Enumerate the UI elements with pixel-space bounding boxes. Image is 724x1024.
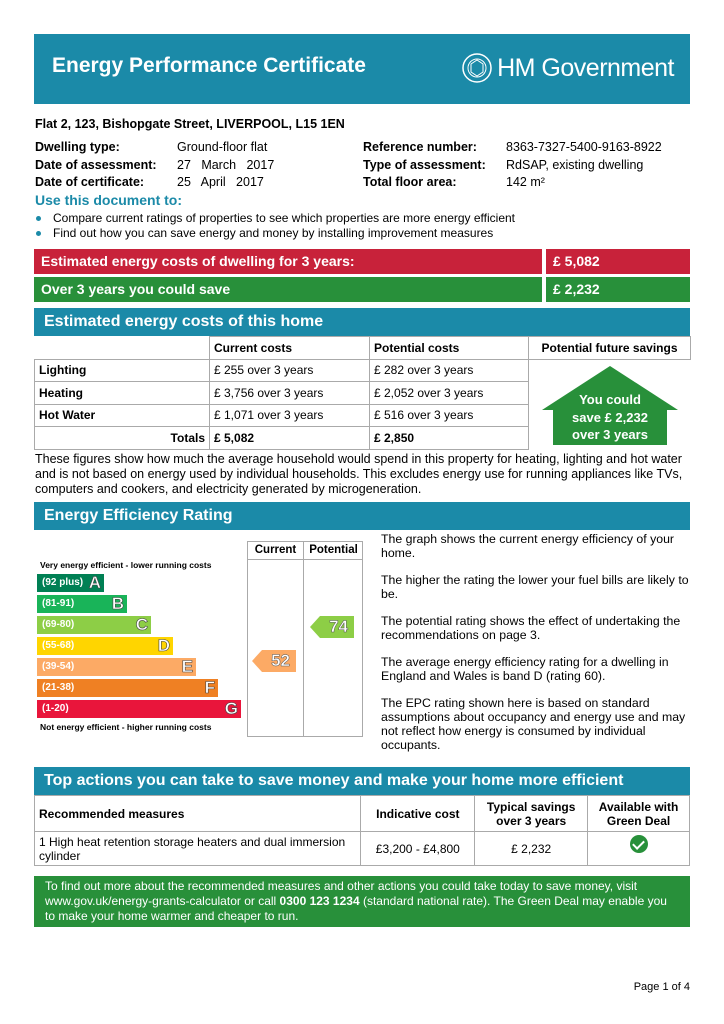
col-potential-header: Potential costs [370,337,529,360]
col-savings-header: Typical savings over 3 years [475,796,588,832]
detail-values-left [177,139,274,192]
col-green-deal-header: Available with Green Deal [588,796,690,832]
reference-label: Reference number: [363,140,477,154]
actions-section-heading: Top actions you can take to save money and make your home more efficient [34,767,690,795]
rating-chart [34,541,363,738]
table-header-row [35,337,691,360]
detail-labels-left [35,139,157,192]
potential-column-header: Potential [309,544,358,556]
band-f: (21-38) F [37,679,218,697]
rating-paragraph: The potential rating shows the effect of undertaking the recommendations on page 3. [381,614,681,642]
actions-table [34,795,690,866]
costs-note: These figures show how much the average household would spend in this property for heating, lighting and hot water and is not based on energy used by individual households. This excludes energy use for running appliances like TVs, computers and cookers, and electricity generated by microgeneration. [35,452,683,496]
save-bar [34,277,542,302]
band-b: (81-91) B [37,595,127,613]
further-info-box [34,876,690,927]
row-label: Hot Water [35,404,210,427]
dwelling-type-label: Dwelling type: [35,140,120,154]
info-text: (standard national rate). The Green Deal may enable you to make your home warmer and cheaper to run. [45,894,667,923]
save-label: Over 3 years you could save [41,281,231,297]
floor-area-label: Total floor area: [363,175,457,189]
col-cost-header: Indicative cost [361,796,475,832]
floor-area-value: 142 m² [506,175,545,189]
assessment-date-label: Date of assessment: [35,157,157,172]
current-rating-arrow [252,650,296,672]
rating-paragraph: The average energy efficiency rating for a dwelling in England and Wales is band D (rating 60). [381,655,669,683]
band-g: (1-20) G [37,700,241,718]
tick-icon [630,835,648,853]
col-savings-header: Potential future savings [529,337,691,360]
totals-label: Totals [35,427,210,450]
royal-crest-icon [461,52,493,84]
rating-section-heading: Energy Efficiency Rating [34,502,690,530]
table-header-row [35,796,690,832]
assessment-type-label: Type of assessment: [363,157,486,172]
band-a: (92 plus) A [37,574,104,592]
table-row [35,832,690,866]
not-efficient-note: Not energy efficient - higher running costs [40,722,212,732]
totals-current: £ 5,082 [210,427,370,450]
hm-government-label: HM Government [497,53,674,82]
row-label: Lighting [35,359,210,382]
document-title: Energy Performance Certificate [52,54,366,77]
estimated-cost-label: Estimated energy costs of dwelling for 3 years: [41,253,355,269]
use-heading: Use this document to: [35,192,183,208]
costs-section-heading: Estimated energy costs of this home [34,308,690,336]
potential-rating-arrow [310,616,354,638]
use-bullet: Compare current ratings of properties to see which properties are more energy efficient [35,211,515,226]
savings-line: over 3 years [572,427,648,442]
savings-house-text [551,391,669,444]
row-label: Heating [35,382,210,405]
measure-cell: 1 High heat retention storage heaters and dual immersion cylinder [35,832,361,866]
very-efficient-note: Very energy efficient - lower running costs [40,560,212,570]
current-rating-value: 52 [271,651,290,670]
current-column-header: Current [254,544,297,556]
savings-line: save £ 2,232 [572,409,648,425]
header-banner [34,34,690,104]
totals-potential: £ 2,850 [370,427,529,450]
certificate-date-value: 25 April 2017 [177,175,264,189]
rating-paragraph: The EPC rating shown here is based on standard assumptions about occupancy and energy use and may not reflect how energy is consumed by individual occupants. [381,696,686,752]
potential-cost-cell: £ 2,052 over 3 years [370,382,529,405]
page-number: Page 1 of 4 [633,981,690,993]
estimated-cost-value-bar [546,249,690,274]
green-deal-cell [588,832,690,866]
current-cost-cell: £ 255 over 3 years [210,359,370,382]
current-cost-cell: £ 3,756 over 3 years [210,382,370,405]
estimated-cost-value: £ 5,082 [553,253,600,269]
potential-cost-cell: £ 282 over 3 years [370,359,529,382]
band-c: (69-80) C [37,616,151,634]
hm-government-logo [461,52,674,84]
savings-line: You could [579,392,641,407]
use-bullets [35,211,515,241]
potential-rating-value: 74 [329,617,348,636]
assessment-date-value: 27 March 2017 [177,157,275,172]
save-value: £ 2,232 [553,281,600,297]
potential-cost-cell: £ 516 over 3 years [370,404,529,427]
detail-labels-right [363,139,486,192]
info-text: To find out more about the recommended measures and other actions you could take today to save money, visit www.gov.uk/energy-grants-calculator or call [45,879,638,908]
phone-number: 0300 123 1234 [279,894,360,908]
rating-paragraph: The graph shows the current energy efficiency of your home. [381,532,675,560]
cost-cell: £3,200 - £4,800 [361,832,475,866]
use-bullet: Find out how you can save energy and money by installing improvement measures [35,226,515,241]
rating-explanation [381,532,691,765]
rating-paragraph: The higher the rating the lower your fuel bills are likely to be. [381,573,689,601]
savings-cell: £ 2,232 [475,832,588,866]
current-cost-cell: £ 1,071 over 3 years [210,404,370,427]
col-current-header: Current costs [210,337,370,360]
dwelling-type-value: Ground-floor flat [177,140,268,154]
band-e: (39-54) E [37,658,196,676]
detail-values-right [506,139,662,192]
property-address: Flat 2, 123, Bishopgate Street, LIVERPOOL, L15 1EN [35,117,345,131]
reference-value: 8363-7327-5400-9163-8922 [506,140,662,154]
band-d: (55-68) D [37,637,173,655]
save-value-bar [546,277,690,302]
certificate-date-label: Date of certificate: [35,175,145,189]
assessment-type-value: RdSAP, existing dwelling [506,157,644,172]
estimated-cost-bar [34,249,542,274]
col-measures-header: Recommended measures [35,796,361,832]
